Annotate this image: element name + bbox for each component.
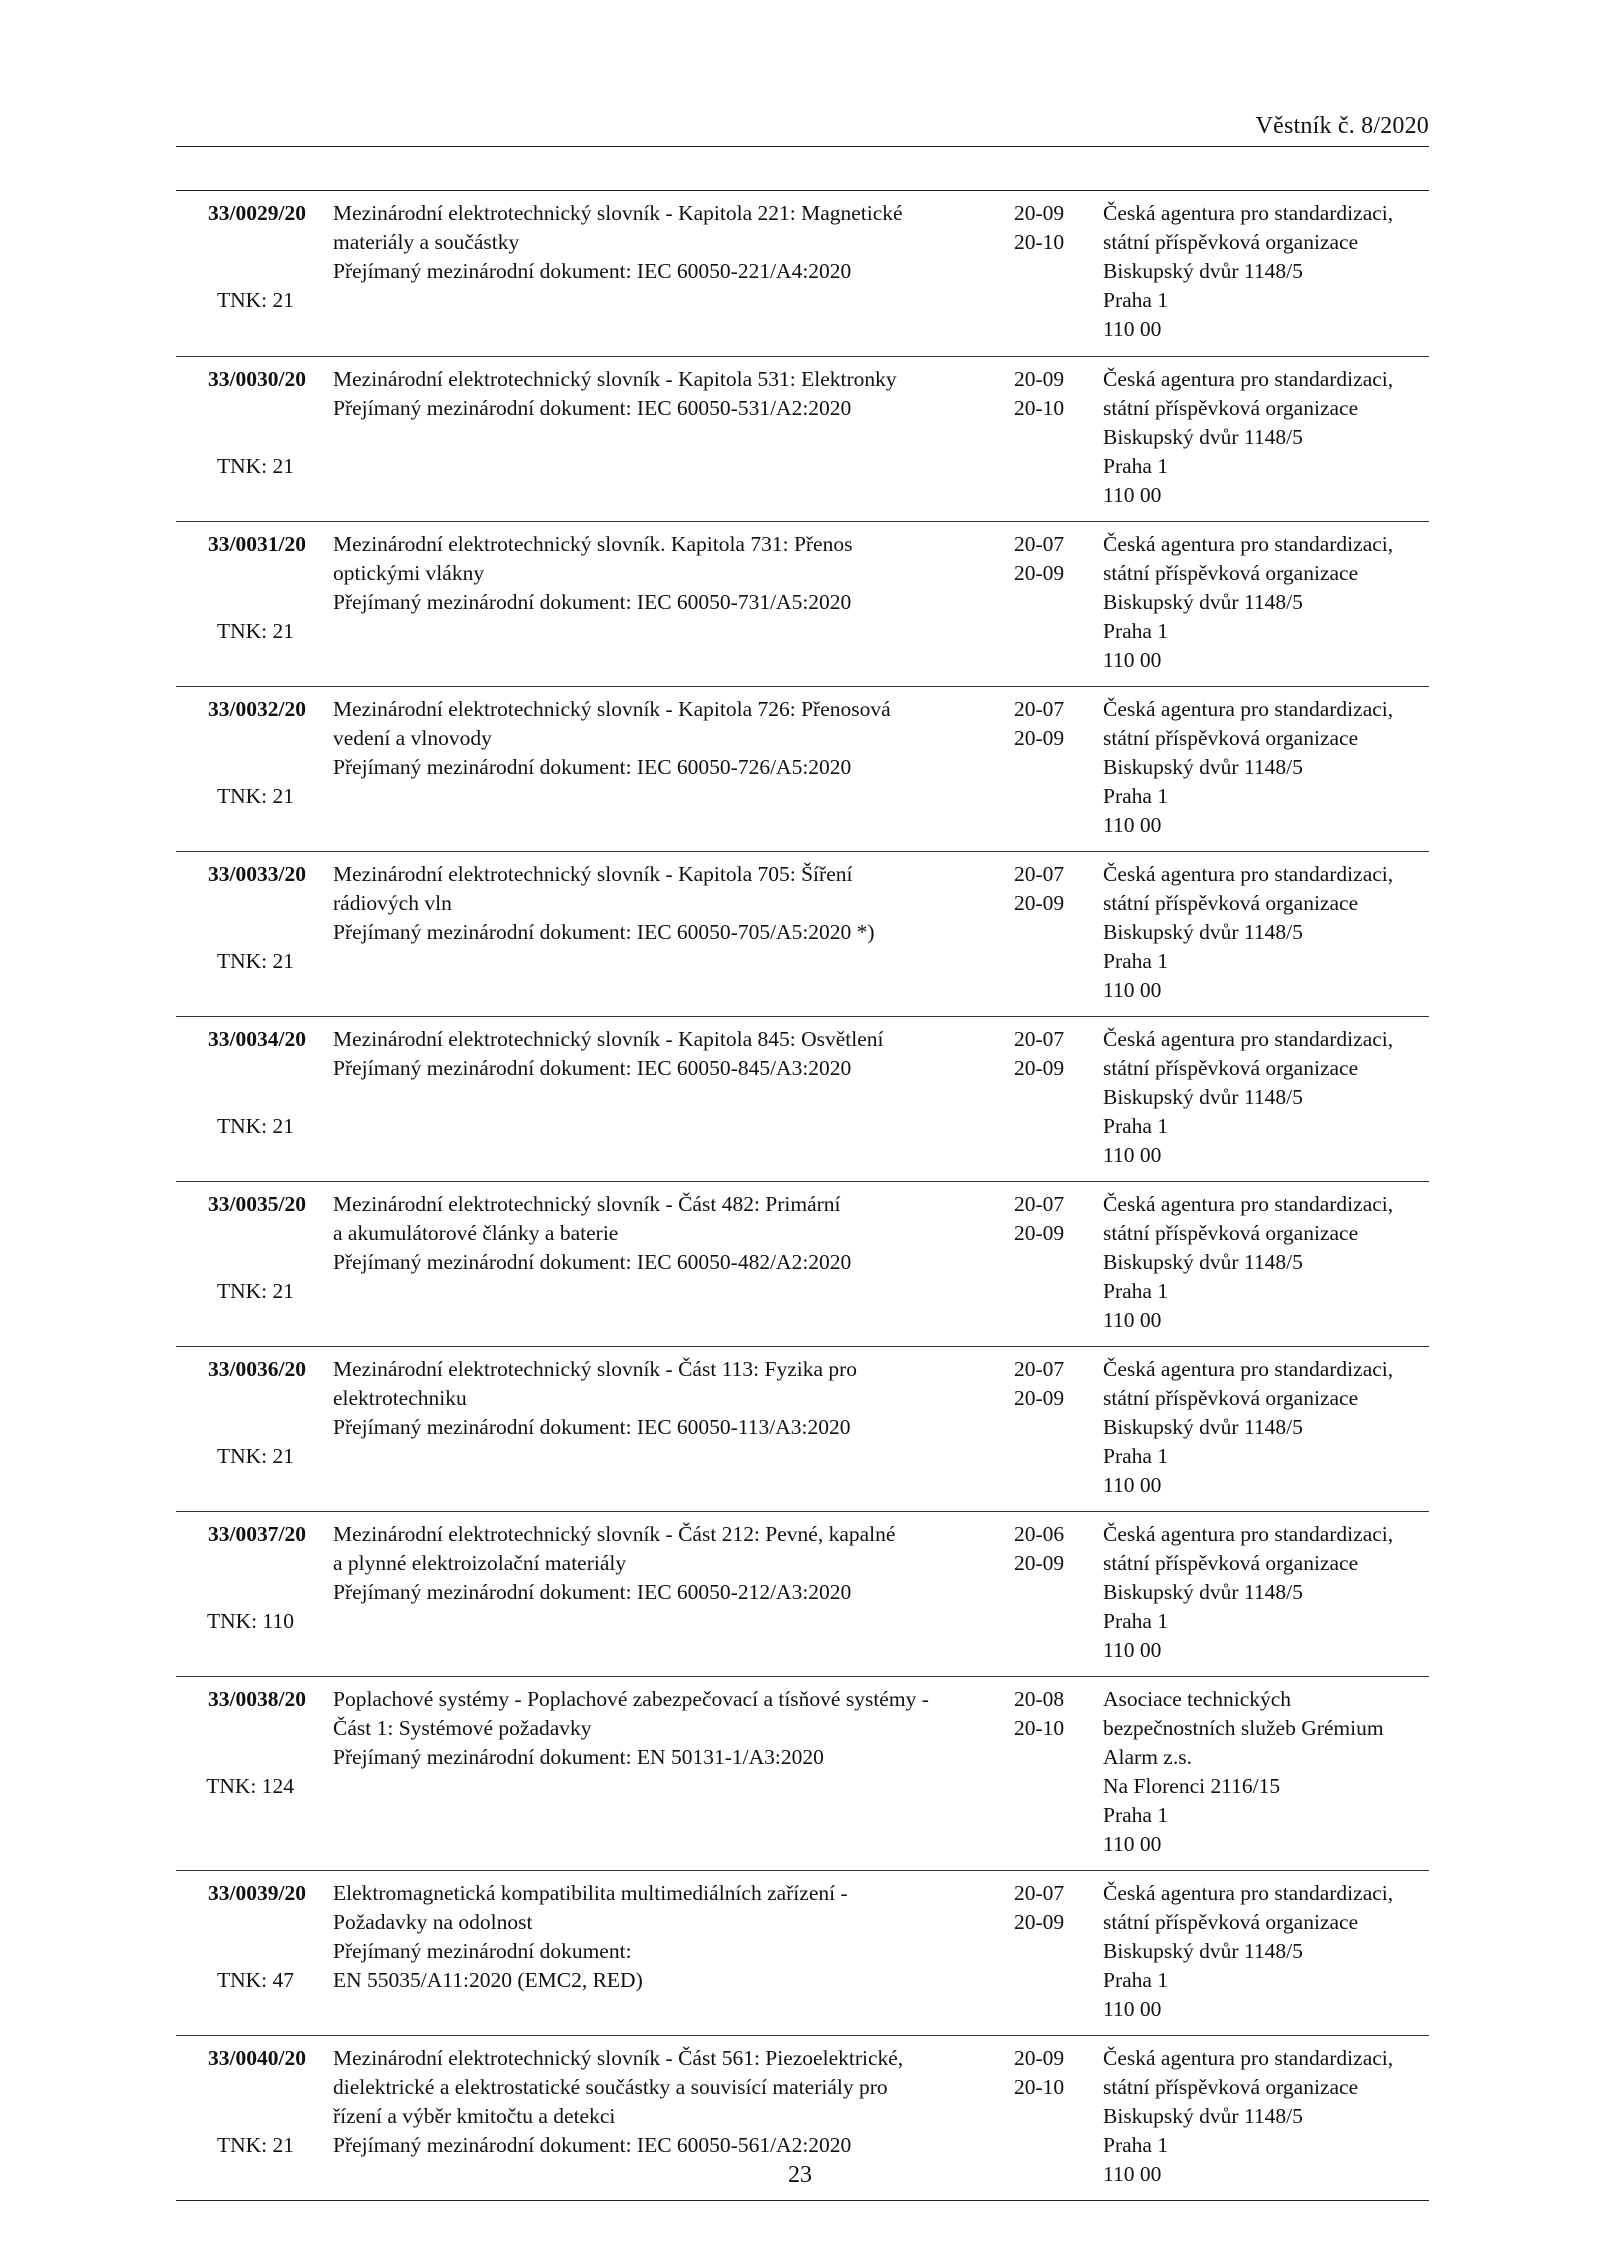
address-line: 110 00 bbox=[1103, 978, 1162, 1002]
date-line: 20-07 bbox=[1014, 1357, 1065, 1381]
date-line: 20-09 bbox=[1014, 726, 1065, 750]
tnk-label: TNK: 21 bbox=[216, 784, 294, 808]
description-cell bbox=[333, 860, 875, 947]
address-line: Česká agentura pro standardizaci, bbox=[1103, 1027, 1394, 1051]
table-row bbox=[176, 851, 1429, 1016]
tnk-label: TNK: 47 bbox=[216, 1968, 294, 1992]
description-cell bbox=[333, 530, 853, 617]
dates-cell bbox=[1014, 1685, 1072, 1743]
date-line: 20-09 bbox=[1014, 1221, 1065, 1245]
address-cell bbox=[1103, 1685, 1433, 1859]
address-cell bbox=[1103, 1520, 1433, 1665]
address-line: Česká agentura pro standardizaci, bbox=[1103, 862, 1394, 886]
description-line: Přejímaný mezinárodní dokument: IEC 60050-705/A5:2020 *) bbox=[333, 920, 875, 944]
date-line: 20-09 bbox=[1014, 1386, 1065, 1410]
standard-number: 33/0038/20 bbox=[208, 1687, 306, 1711]
table-row bbox=[176, 356, 1429, 521]
table-row bbox=[176, 521, 1429, 686]
address-line: 110 00 bbox=[1103, 813, 1162, 837]
standard-number: 33/0032/20 bbox=[208, 697, 306, 721]
description-cell bbox=[333, 1025, 884, 1083]
address-line: Praha 1 bbox=[1103, 1444, 1169, 1468]
address-cell bbox=[1103, 1025, 1433, 1170]
tnk-label: TNK: 21 bbox=[216, 619, 294, 643]
tnk-label: TNK: 21 bbox=[216, 1114, 294, 1138]
date-line: 20-09 bbox=[1014, 1056, 1065, 1080]
description-line: Mezinárodní elektrotechnický slovník - Část 212: Pevné, kapalné bbox=[333, 1522, 896, 1546]
description-line: Mezinárodní elektrotechnický slovník - Část 561: Piezoelektrické, bbox=[333, 2046, 904, 2070]
description-line: řízení a výběr kmitočtu a detekci bbox=[333, 2104, 616, 2128]
tnk-label: TNK: 21 bbox=[216, 1444, 294, 1468]
page-header bbox=[176, 112, 1429, 147]
tnk-label: TNK: 124 bbox=[206, 1774, 294, 1798]
date-line: 20-10 bbox=[1014, 230, 1065, 254]
description-line: Část 1: Systémové požadavky bbox=[333, 1716, 592, 1740]
date-line: 20-09 bbox=[1014, 201, 1065, 225]
standard-number: 33/0030/20 bbox=[208, 367, 306, 391]
date-line: 20-10 bbox=[1014, 1716, 1065, 1740]
address-line: Česká agentura pro standardizaci, bbox=[1103, 1522, 1394, 1546]
standard-number: 33/0037/20 bbox=[208, 1522, 306, 1546]
table-row bbox=[176, 1676, 1429, 1870]
address-cell bbox=[1103, 530, 1433, 675]
description-line: Mezinárodní elektrotechnický slovník - Kapitola 221: Magnetické bbox=[333, 201, 903, 225]
address-line: Biskupský dvůr 1148/5 bbox=[1103, 259, 1303, 283]
address-line: 110 00 bbox=[1103, 1143, 1162, 1167]
description-line: Mezinárodní elektrotechnický slovník. Kapitola 731: Přenos bbox=[333, 532, 853, 556]
address-line: Praha 1 bbox=[1103, 1609, 1169, 1633]
description-line: EN 55035/A11:2020 (EMC2, RED) bbox=[333, 1968, 643, 1992]
date-line: 20-07 bbox=[1014, 532, 1065, 556]
address-line: Biskupský dvůr 1148/5 bbox=[1103, 755, 1303, 779]
description-line: Mezinárodní elektrotechnický slovník - Kapitola 726: Přenosová bbox=[333, 697, 891, 721]
description-line: Přejímaný mezinárodní dokument: IEC 60050-482/A2:2020 bbox=[333, 1250, 852, 1274]
description-line: materiály a součástky bbox=[333, 230, 520, 254]
dates-cell bbox=[1014, 1190, 1072, 1248]
address-line: Česká agentura pro standardizaci, bbox=[1103, 532, 1394, 556]
address-line: Biskupský dvůr 1148/5 bbox=[1103, 590, 1303, 614]
dates-cell bbox=[1014, 860, 1072, 918]
date-line: 20-07 bbox=[1014, 697, 1065, 721]
description-line: Mezinárodní elektrotechnický slovník - Kapitola 531: Elektronky bbox=[333, 367, 897, 391]
tnk-label: TNK: 21 bbox=[216, 454, 294, 478]
description-cell bbox=[333, 2044, 904, 2160]
address-line: Asociace technických bbox=[1103, 1687, 1292, 1711]
address-line: státní příspěvková organizace bbox=[1103, 1386, 1359, 1410]
description-line: Přejímaný mezinárodní dokument: IEC 60050-845/A3:2020 bbox=[333, 1056, 852, 1080]
address-line: Praha 1 bbox=[1103, 619, 1169, 643]
description-cell bbox=[333, 1355, 858, 1442]
address-line: státní příspěvková organizace bbox=[1103, 2075, 1359, 2099]
description-line: Mezinárodní elektrotechnický slovník - Část 113: Fyzika pro bbox=[333, 1357, 858, 1381]
address-line: Česká agentura pro standardizaci, bbox=[1103, 367, 1394, 391]
dates-cell bbox=[1014, 365, 1072, 423]
table-row bbox=[176, 1511, 1429, 1676]
address-line: státní příspěvková organizace bbox=[1103, 726, 1359, 750]
address-line: Biskupský dvůr 1148/5 bbox=[1103, 425, 1303, 449]
address-line: 110 00 bbox=[1103, 648, 1162, 672]
date-line: 20-09 bbox=[1014, 1551, 1065, 1575]
address-line: státní příspěvková organizace bbox=[1103, 1221, 1359, 1245]
table-row bbox=[176, 1181, 1429, 1346]
address-line: Česká agentura pro standardizaci, bbox=[1103, 697, 1394, 721]
address-line: Biskupský dvůr 1148/5 bbox=[1103, 1250, 1303, 1274]
address-line: Česká agentura pro standardizaci, bbox=[1103, 1881, 1394, 1905]
address-line: Praha 1 bbox=[1103, 1279, 1169, 1303]
address-line: Praha 1 bbox=[1103, 1114, 1169, 1138]
description-line: elektrotechniku bbox=[333, 1386, 467, 1410]
address-line: Česká agentura pro standardizaci, bbox=[1103, 201, 1394, 225]
date-line: 20-07 bbox=[1014, 1881, 1065, 1905]
description-line: Přejímaný mezinárodní dokument: IEC 60050-731/A5:2020 bbox=[333, 590, 852, 614]
description-line: Mezinárodní elektrotechnický slovník - Kapitola 705: Šíření bbox=[333, 862, 853, 886]
tnk-label: TNK: 110 bbox=[207, 1609, 294, 1633]
description-cell bbox=[333, 1685, 929, 1772]
date-line: 20-09 bbox=[1014, 367, 1065, 391]
standards-table bbox=[176, 190, 1429, 2201]
address-cell bbox=[1103, 1190, 1433, 1335]
description-line: vedení a vlnovody bbox=[333, 726, 492, 750]
date-line: 20-10 bbox=[1014, 396, 1065, 420]
description-line: Elektromagnetická kompatibilita multimediálních zařízení - bbox=[333, 1881, 848, 1905]
address-line: 110 00 bbox=[1103, 1832, 1162, 1856]
dates-cell bbox=[1014, 695, 1072, 753]
standard-number: 33/0031/20 bbox=[208, 532, 306, 556]
address-line: Biskupský dvůr 1148/5 bbox=[1103, 920, 1303, 944]
description-line: Přejímaný mezinárodní dokument: bbox=[333, 1939, 632, 1963]
description-line: dielektrické a elektrostatické součástky a souvisící materiály pro bbox=[333, 2075, 888, 2099]
dates-cell bbox=[1014, 1879, 1072, 1937]
description-line: a plynné elektroizolační materiály bbox=[333, 1551, 627, 1575]
date-line: 20-10 bbox=[1014, 2075, 1065, 2099]
dates-cell bbox=[1014, 530, 1072, 588]
table-row bbox=[176, 1870, 1429, 2035]
address-line: Biskupský dvůr 1148/5 bbox=[1103, 1415, 1303, 1439]
date-line: 20-09 bbox=[1014, 891, 1065, 915]
address-line: Alarm z.s. bbox=[1103, 1745, 1192, 1769]
description-line: Poplachové systémy - Poplachové zabezpečovací a tísňové systémy - bbox=[333, 1687, 929, 1711]
description-line: Přejímaný mezinárodní dokument: IEC 60050-212/A3:2020 bbox=[333, 1580, 852, 1604]
date-line: 20-09 bbox=[1014, 2046, 1065, 2070]
standard-number: 33/0033/20 bbox=[208, 862, 306, 886]
address-cell bbox=[1103, 1879, 1433, 2024]
description-line: Přejímaný mezinárodní dokument: IEC 60050-113/A3:2020 bbox=[333, 1415, 851, 1439]
description-cell bbox=[333, 365, 897, 423]
address-line: 110 00 bbox=[1103, 1997, 1162, 2021]
address-line: 110 00 bbox=[1103, 1308, 1162, 1332]
description-cell bbox=[333, 199, 903, 286]
date-line: 20-08 bbox=[1014, 1687, 1065, 1711]
address-line: Praha 1 bbox=[1103, 1968, 1169, 1992]
address-cell bbox=[1103, 695, 1433, 840]
address-line: 110 00 bbox=[1103, 2162, 1162, 2186]
date-line: 20-09 bbox=[1014, 1910, 1065, 1934]
address-line: Česká agentura pro standardizaci, bbox=[1103, 2046, 1394, 2070]
address-line: bezpečnostních služeb Grémium bbox=[1103, 1716, 1384, 1740]
dates-cell bbox=[1014, 199, 1072, 257]
address-line: Praha 1 bbox=[1103, 2133, 1169, 2157]
address-line: Praha 1 bbox=[1103, 1803, 1169, 1827]
address-line: státní příspěvková organizace bbox=[1103, 1551, 1359, 1575]
address-line: Biskupský dvůr 1148/5 bbox=[1103, 1580, 1303, 1604]
description-line: Mezinárodní elektrotechnický slovník - Kapitola 845: Osvětlení bbox=[333, 1027, 884, 1051]
address-line: státní příspěvková organizace bbox=[1103, 1910, 1359, 1934]
tnk-label: TNK: 21 bbox=[216, 288, 294, 312]
bulletin-title: Věstník č. 8/2020 bbox=[1255, 113, 1429, 139]
table-row bbox=[176, 1016, 1429, 1181]
description-cell bbox=[333, 1190, 852, 1277]
date-line: 20-09 bbox=[1014, 561, 1065, 585]
description-line: Přejímaný mezinárodní dokument: EN 50131-1/A3:2020 bbox=[333, 1745, 824, 1769]
description-line: rádiových vln bbox=[333, 891, 452, 915]
description-line: Přejímaný mezinárodní dokument: IEC 60050-726/A5:2020 bbox=[333, 755, 852, 779]
address-line: Praha 1 bbox=[1103, 784, 1169, 808]
address-line: Biskupský dvůr 1148/5 bbox=[1103, 2104, 1303, 2128]
description-cell bbox=[333, 1520, 896, 1607]
address-line: státní příspěvková organizace bbox=[1103, 561, 1359, 585]
date-line: 20-07 bbox=[1014, 862, 1065, 886]
address-line: státní příspěvková organizace bbox=[1103, 396, 1359, 420]
dates-cell bbox=[1014, 1520, 1072, 1578]
description-line: Přejímaný mezinárodní dokument: IEC 60050-561/A2:2020 bbox=[333, 2133, 852, 2157]
standard-number: 33/0036/20 bbox=[208, 1357, 306, 1381]
standard-number: 33/0035/20 bbox=[208, 1192, 306, 1216]
description-line: Mezinárodní elektrotechnický slovník - Část 482: Primární bbox=[333, 1192, 841, 1216]
tnk-label: TNK: 21 bbox=[216, 949, 294, 973]
standard-number: 33/0034/20 bbox=[208, 1027, 306, 1051]
address-line: státní příspěvková organizace bbox=[1103, 891, 1359, 915]
dates-cell bbox=[1014, 2044, 1072, 2102]
address-line: Praha 1 bbox=[1103, 949, 1169, 973]
address-line: Praha 1 bbox=[1103, 454, 1169, 478]
address-line: Biskupský dvůr 1148/5 bbox=[1103, 1939, 1303, 1963]
standard-number: 33/0040/20 bbox=[208, 2046, 306, 2070]
description-line: Přejímaný mezinárodní dokument: IEC 60050-531/A2:2020 bbox=[333, 396, 852, 420]
address-line: 110 00 bbox=[1103, 1473, 1162, 1497]
address-cell bbox=[1103, 860, 1433, 1005]
address-line: 110 00 bbox=[1103, 1638, 1162, 1662]
description-line: Přejímaný mezinárodní dokument: IEC 60050-221/A4:2020 bbox=[333, 259, 852, 283]
address-line: 110 00 bbox=[1103, 317, 1162, 341]
address-line: státní příspěvková organizace bbox=[1103, 230, 1359, 254]
address-line: 110 00 bbox=[1103, 483, 1162, 507]
description-cell bbox=[333, 695, 891, 782]
description-line: optickými vlákny bbox=[333, 561, 485, 585]
standard-number: 33/0039/20 bbox=[208, 1881, 306, 1905]
table-row bbox=[176, 191, 1429, 356]
page-number: 23 bbox=[788, 2162, 812, 2188]
table-row bbox=[176, 1346, 1429, 1511]
date-line: 20-07 bbox=[1014, 1027, 1065, 1051]
address-line: Česká agentura pro standardizaci, bbox=[1103, 1192, 1394, 1216]
address-line: Na Florenci 2116/15 bbox=[1103, 1774, 1281, 1798]
date-line: 20-07 bbox=[1014, 1192, 1065, 1216]
dates-cell bbox=[1014, 1355, 1072, 1413]
dates-cell bbox=[1014, 1025, 1072, 1083]
address-line: státní příspěvková organizace bbox=[1103, 1056, 1359, 1080]
address-line: Praha 1 bbox=[1103, 288, 1169, 312]
description-line: a akumulátorové články a baterie bbox=[333, 1221, 619, 1245]
description-cell bbox=[333, 1879, 848, 1995]
tnk-label: TNK: 21 bbox=[216, 2133, 294, 2157]
date-line: 20-06 bbox=[1014, 1522, 1065, 1546]
table-row bbox=[176, 686, 1429, 851]
address-line: Biskupský dvůr 1148/5 bbox=[1103, 1085, 1303, 1109]
address-line: Česká agentura pro standardizaci, bbox=[1103, 1357, 1394, 1381]
tnk-label: TNK: 21 bbox=[216, 1279, 294, 1303]
description-line: Požadavky na odolnost bbox=[333, 1910, 533, 1934]
address-cell bbox=[1103, 199, 1433, 344]
address-cell bbox=[1103, 365, 1433, 510]
address-cell bbox=[1103, 1355, 1433, 1500]
standard-number: 33/0029/20 bbox=[208, 201, 306, 225]
